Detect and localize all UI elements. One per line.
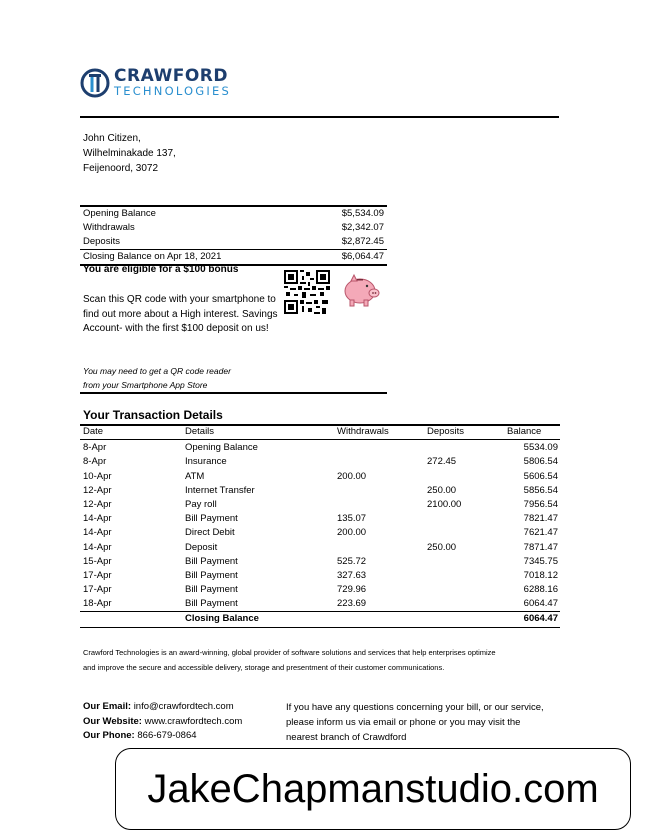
row-date: 17-Apr [83,569,112,581]
help-line-3: nearest branch of Crawdford [286,732,407,743]
website-label: Our Website: [83,715,142,727]
row-withdrawal: 200.00 [337,527,367,539]
row-balance: 7345.75 [523,555,558,567]
company-subtitle: TECHNOLOGIES [114,84,231,98]
row-balance: 7956.54 [523,498,558,510]
row-balance: 6288.16 [523,584,558,596]
closing-rule-bottom [80,627,560,629]
summary-row-opening [80,207,387,221]
help-line-2: please inform us via email or phone or you may visit the [286,717,521,728]
contact-website [83,715,242,730]
closing-label: Closing Balance [185,613,259,625]
table-row [80,555,560,569]
row-date: 12-Apr [83,484,112,496]
row-date: 12-Apr [83,498,112,510]
table-row [80,484,560,498]
row-balance: 7871.47 [523,541,558,553]
summary-value: $6,064.47 [341,250,384,262]
about-line-1: Crawford Technologies is an award-winning, global provider of software solutions and services that help enterprises optimize [83,648,496,657]
crawford-logo-icon [80,68,110,98]
row-deposit: 272.45 [427,456,457,468]
row-balance: 7018.12 [523,569,558,581]
balance-summary [80,205,387,266]
summary-row-closing [80,250,387,264]
row-balance: 7621.47 [523,527,558,539]
table-row [80,470,560,484]
row-deposit: 250.00 [427,484,457,496]
promo-bottom-rule [80,392,387,394]
row-details: Bill Payment [185,513,238,525]
row-details: Deposit [185,541,218,553]
row-date: 8-Apr [83,456,107,468]
qr-note-line-1: You may need to get a QR code reader [83,366,231,376]
summary-label: Closing Balance on Apr 18, 2021 [83,250,222,262]
header-date: Date [83,426,104,437]
row-date: 14-Apr [83,513,112,525]
table-row [80,569,560,583]
phone-number[interactable]: 866-679-0864 [137,730,197,741]
closing-balance-row [80,612,560,626]
address-line-1: John Citizen, [83,133,141,144]
row-balance: 5534.09 [523,442,558,454]
row-date: 17-Apr [83,584,112,596]
table-row [80,583,560,597]
summary-label: Deposits [83,235,120,247]
row-withdrawal: 135.07 [337,513,367,525]
summary-value: $2,872.45 [341,235,384,247]
row-withdrawal: 327.63 [337,569,367,581]
phone-label: Our Phone: [83,730,135,741]
about-text [83,645,563,675]
table-row [80,597,560,611]
row-date: 10-Apr [83,470,112,482]
header-balance: Balance [507,426,542,437]
row-balance: 5806.54 [523,456,558,468]
contact-email [83,700,242,715]
qr-code-icon[interactable] [284,270,330,314]
row-date: 18-Apr [83,598,112,610]
header-divider [80,116,559,118]
summary-row-withdrawals [80,221,387,235]
company-name: CRAWFORD [114,66,228,86]
summary-row-deposits [80,235,387,249]
qr-note [83,364,231,392]
contact-info [83,700,242,744]
row-deposit: 2100.00 [427,498,462,510]
customer-address [83,131,176,176]
promo-text: Scan this QR code with your smartphone to find out more about a High interest. Savings Account- with the first $100 deposit on us! [83,294,278,334]
address-line-2: Wilhelminakade 137, [83,148,176,159]
table-row [80,526,560,540]
row-balance: 5856.54 [523,484,558,496]
row-balance: 6064.47 [523,598,558,610]
piggy-bank-icon [340,272,380,308]
row-withdrawal: 223.69 [337,598,367,610]
table-row [80,498,560,512]
summary-value: $2,342.07 [341,221,384,233]
row-deposit: 250.00 [427,541,457,553]
row-details: Bill Payment [185,555,238,567]
watermark: JakeChapmanstudio.com [115,748,631,830]
summary-label: Opening Balance [83,207,156,219]
table-row [80,441,560,455]
contact-phone [83,729,242,744]
row-withdrawal: 525.72 [337,555,367,567]
row-details: Pay roll [185,498,217,510]
help-line-1: If you have any questions concerning your bill, or our service, [286,702,544,713]
email-label: Our Email: [83,701,132,712]
row-date: 14-Apr [83,541,112,553]
email-link[interactable]: info@crawfordtech.com [133,701,234,712]
closing-value: 6064.47 [523,613,558,625]
row-withdrawal: 729.96 [337,584,367,596]
row-details: Direct Debit [185,527,235,539]
summary-label: Withdrawals [83,221,135,233]
table-row [80,455,560,469]
header-withdrawals: Withdrawals [337,426,389,437]
row-withdrawal: 200.00 [337,470,367,482]
row-date: 8-Apr [83,442,107,454]
row-details: Bill Payment [185,598,238,610]
row-date: 15-Apr [83,555,112,567]
summary-value: $5,534.09 [341,207,384,219]
company-logo [80,68,270,100]
about-line-2: and improve the secure and accessible delivery, storage and presentment of their customer communications. [83,663,445,672]
transactions-title: Your Transaction Details [83,408,223,422]
row-date: 14-Apr [83,527,112,539]
header-details: Details [185,426,215,437]
row-details: ATM [185,470,205,482]
row-details: Bill Payment [185,569,238,581]
row-balance: 5606.54 [523,470,558,482]
row-details: Bill Payment [185,584,238,596]
row-details: Internet Transfer [185,484,255,496]
help-text [286,700,566,745]
table-row [80,512,560,526]
address-line-3: Feijenoord, 3072 [83,163,159,174]
transactions-table [80,425,560,628]
row-details: Opening Balance [185,442,258,454]
header-rule [80,439,560,440]
row-details: Insurance [185,456,227,468]
qr-note-line-2: from your Smartphone App Store [83,380,208,390]
table-header-row [80,425,560,439]
bonus-heading: You are eligible for a $100 bonus [83,264,239,275]
table-row [80,541,560,555]
transaction-rows [80,441,560,611]
website-link[interactable]: www.crawfordtech.com [144,715,243,727]
row-balance: 7821.47 [523,513,558,525]
header-deposits: Deposits [427,426,464,437]
